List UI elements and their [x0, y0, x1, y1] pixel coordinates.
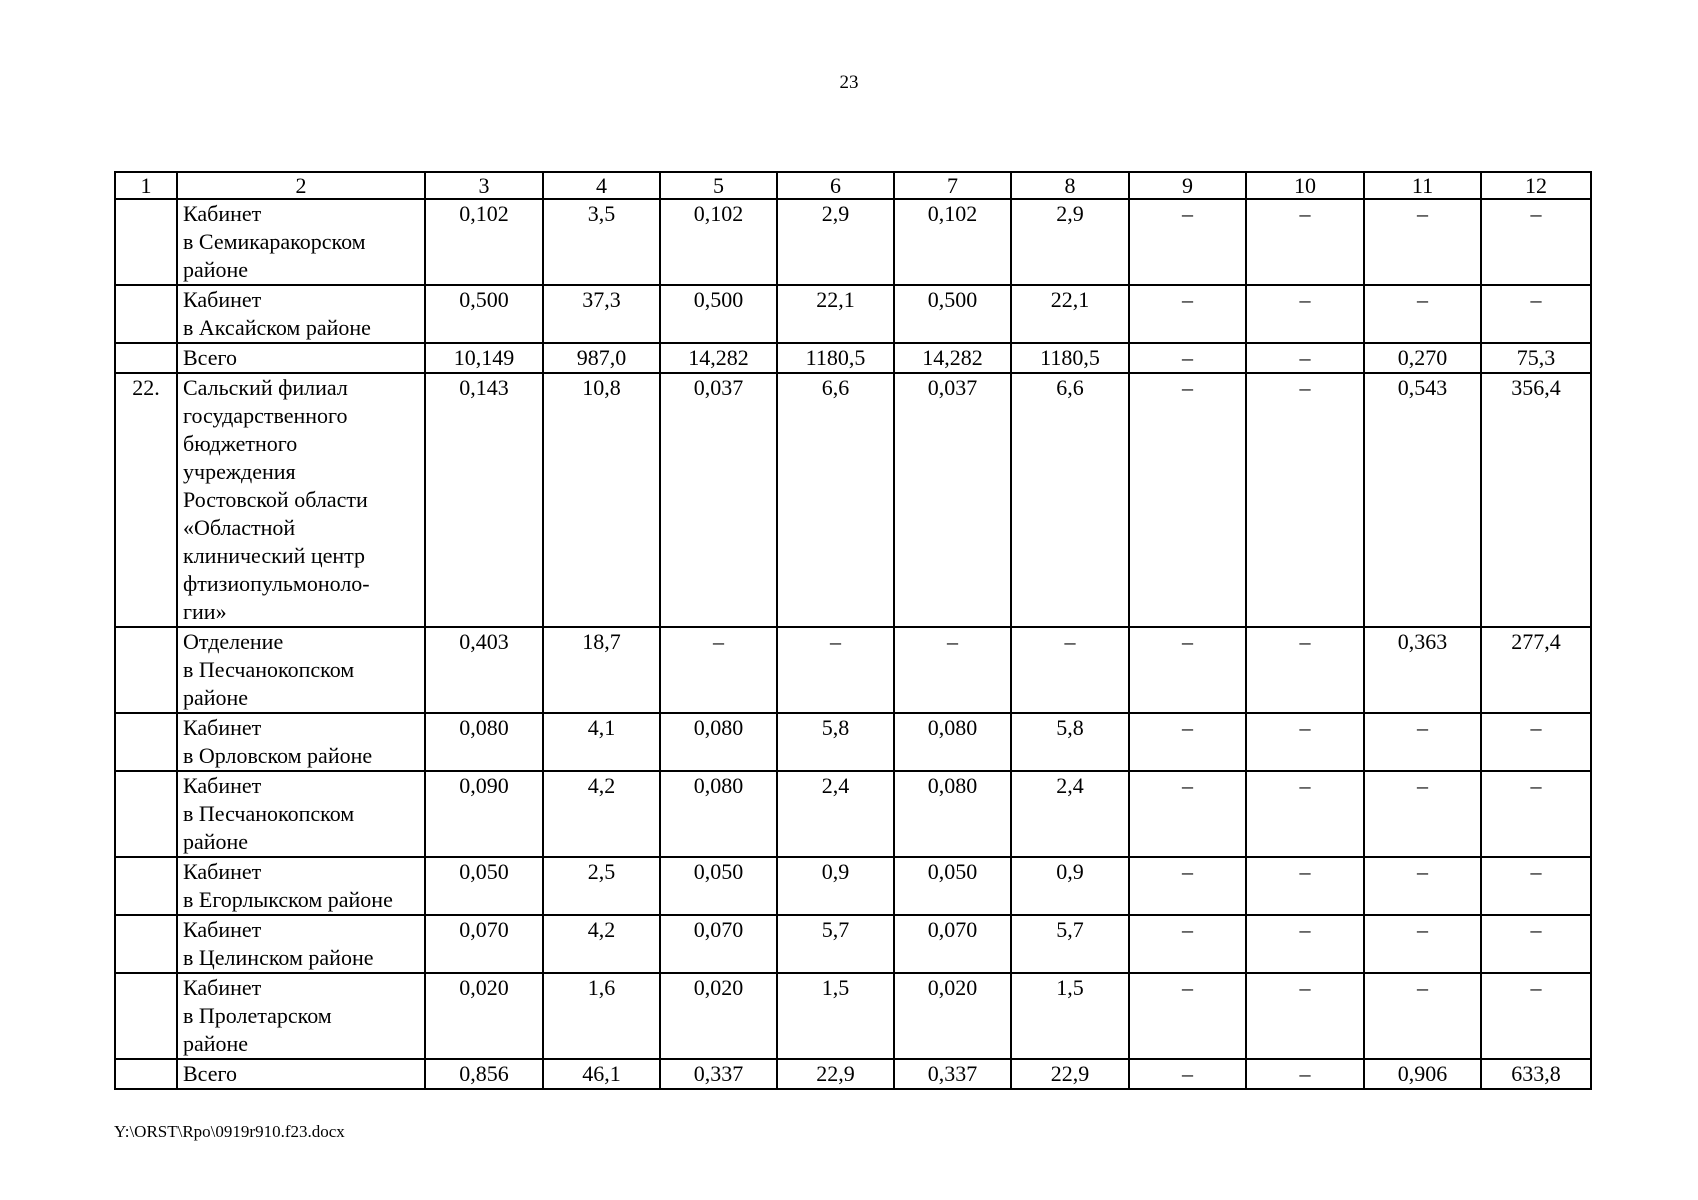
value-cell-col-4: 37,3 — [543, 285, 660, 343]
value-cell-col-9: – — [1129, 771, 1246, 857]
footer-file-path: Y:\ORST\Rpo\0919r910.f23.docx — [114, 1122, 345, 1141]
value-cell-col-9: – — [1129, 373, 1246, 627]
value-cell-col-12: – — [1481, 771, 1591, 857]
row-name-cell — [177, 343, 425, 373]
column-number-header: 5 — [660, 172, 777, 199]
value-cell-col-9: – — [1129, 627, 1246, 713]
row-number-cell — [115, 627, 177, 713]
row-number-cell — [115, 199, 177, 285]
value-cell-col-8: 22,9 — [1011, 1059, 1129, 1089]
value-cell-col-11: – — [1364, 713, 1481, 771]
row-name-line: «Областной — [183, 515, 296, 540]
row-name-line: в Песчанокопском — [183, 657, 355, 682]
value-cell-col-3: 0,090 — [425, 771, 543, 857]
value-cell-col-6: – — [777, 627, 894, 713]
value-cell-col-5: 0,080 — [660, 771, 777, 857]
value-cell-col-10: – — [1246, 343, 1364, 373]
table-body — [115, 172, 1591, 1089]
row-name-line: в Пролетарском — [183, 1003, 332, 1028]
column-number-header: 11 — [1364, 172, 1481, 199]
row-name-line: учреждения — [183, 459, 296, 484]
value-cell-col-8: 6,6 — [1011, 373, 1129, 627]
value-cell-col-5: 0,080 — [660, 713, 777, 771]
row-name-line: Кабинет — [183, 773, 262, 798]
value-cell-col-3: 0,102 — [425, 199, 543, 285]
value-cell-col-10: – — [1246, 373, 1364, 627]
row-name-cell — [177, 373, 425, 627]
value-cell-col-8: 5,8 — [1011, 713, 1129, 771]
table-row — [115, 973, 1591, 1059]
column-number-header: 9 — [1129, 172, 1246, 199]
value-cell-col-7: 0,070 — [894, 915, 1011, 973]
value-cell-col-3: 0,050 — [425, 857, 543, 915]
row-name-line: гии» — [183, 599, 227, 624]
column-number-header: 3 — [425, 172, 543, 199]
value-cell-col-9: – — [1129, 1059, 1246, 1089]
row-name-cell — [177, 1059, 425, 1089]
value-cell-col-3: 0,500 — [425, 285, 543, 343]
table-row — [115, 915, 1591, 973]
row-name-line: Кабинет — [183, 975, 262, 1000]
row-name-line: фтизиопульмоноло- — [183, 571, 370, 596]
value-cell-col-4: 46,1 — [543, 1059, 660, 1089]
row-name-line: Кабинет — [183, 287, 262, 312]
value-cell-col-4: 4,2 — [543, 771, 660, 857]
value-cell-col-6: 6,6 — [777, 373, 894, 627]
value-cell-col-9: – — [1129, 915, 1246, 973]
value-cell-col-5: 0,337 — [660, 1059, 777, 1089]
row-name-line: в Аксайском районе — [183, 315, 371, 340]
value-cell-col-8: 2,9 — [1011, 199, 1129, 285]
value-cell-col-9: – — [1129, 713, 1246, 771]
table-row — [115, 285, 1591, 343]
row-number-cell — [115, 857, 177, 915]
table-row — [115, 373, 1591, 627]
page-number: 23 — [839, 72, 859, 93]
value-cell-col-7: 14,282 — [894, 343, 1011, 373]
value-cell-col-3: 0,070 — [425, 915, 543, 973]
value-cell-col-12: – — [1481, 973, 1591, 1059]
row-number-cell — [115, 1059, 177, 1089]
value-cell-col-10: – — [1246, 285, 1364, 343]
row-name-line: Сальский филиал — [183, 375, 348, 400]
value-cell-col-7: 0,080 — [894, 713, 1011, 771]
value-cell-col-3: 0,403 — [425, 627, 543, 713]
value-cell-col-4: 18,7 — [543, 627, 660, 713]
value-cell-col-7: 0,337 — [894, 1059, 1011, 1089]
value-cell-col-10: – — [1246, 1059, 1364, 1089]
value-cell-col-3: 0,856 — [425, 1059, 543, 1089]
row-name-line: в Семикаракорском — [183, 229, 366, 254]
row-name-line: в Орловском районе — [183, 743, 373, 768]
row-number-cell — [115, 915, 177, 973]
row-number-cell — [115, 973, 177, 1059]
column-number-header: 12 — [1481, 172, 1591, 199]
column-number-header: 6 — [777, 172, 894, 199]
table-row — [115, 627, 1591, 713]
value-cell-col-3: 0,143 — [425, 373, 543, 627]
value-cell-col-4: 3,5 — [543, 199, 660, 285]
row-name-line: Кабинет — [183, 859, 262, 884]
row-name-cell — [177, 973, 425, 1059]
value-cell-col-11: 0,363 — [1364, 627, 1481, 713]
value-cell-col-11: – — [1364, 771, 1481, 857]
row-number-cell: 22. — [115, 373, 177, 627]
row-name-line: Ростовской области — [183, 487, 368, 512]
value-cell-col-8: 5,7 — [1011, 915, 1129, 973]
value-cell-col-5: 0,500 — [660, 285, 777, 343]
column-number-header: 8 — [1011, 172, 1129, 199]
value-cell-col-11: – — [1364, 857, 1481, 915]
row-name-cell — [177, 771, 425, 857]
value-cell-col-6: 0,9 — [777, 857, 894, 915]
value-cell-col-8: 1180,5 — [1011, 343, 1129, 373]
table-row — [115, 857, 1591, 915]
row-name-line: клинический центр — [183, 543, 366, 568]
value-cell-col-10: – — [1246, 857, 1364, 915]
value-cell-col-11: 0,906 — [1364, 1059, 1481, 1089]
value-cell-col-5: 0,070 — [660, 915, 777, 973]
value-cell-col-7: 0,080 — [894, 771, 1011, 857]
row-name-line: районе — [183, 1031, 249, 1056]
value-cell-col-7: 0,050 — [894, 857, 1011, 915]
value-cell-col-10: – — [1246, 713, 1364, 771]
value-cell-col-7: 0,020 — [894, 973, 1011, 1059]
value-cell-col-8: 22,1 — [1011, 285, 1129, 343]
row-name-cell — [177, 857, 425, 915]
value-cell-col-12: – — [1481, 857, 1591, 915]
value-cell-col-8: 0,9 — [1011, 857, 1129, 915]
row-name-line: в Целинском районе — [183, 945, 374, 970]
row-name-cell — [177, 915, 425, 973]
value-cell-col-9: – — [1129, 973, 1246, 1059]
value-cell-col-10: – — [1246, 627, 1364, 713]
column-number-header: 2 — [177, 172, 425, 199]
row-name-line: районе — [183, 257, 249, 282]
value-cell-col-4: 4,2 — [543, 915, 660, 973]
table-row — [115, 713, 1591, 771]
row-name-line: районе — [183, 685, 249, 710]
value-cell-col-12: 356,4 — [1481, 373, 1591, 627]
value-cell-col-11: – — [1364, 199, 1481, 285]
value-cell-col-9: – — [1129, 343, 1246, 373]
value-cell-col-6: 1,5 — [777, 973, 894, 1059]
value-cell-col-6: 22,9 — [777, 1059, 894, 1089]
value-cell-col-12: – — [1481, 285, 1591, 343]
value-cell-col-9: – — [1129, 285, 1246, 343]
column-number-header: 7 — [894, 172, 1011, 199]
row-name-line: государственного — [183, 403, 348, 428]
value-cell-col-6: 5,8 — [777, 713, 894, 771]
value-cell-col-12: – — [1481, 199, 1591, 285]
table-row — [115, 1059, 1591, 1089]
value-cell-col-4: 4,1 — [543, 713, 660, 771]
value-cell-col-12: – — [1481, 713, 1591, 771]
row-name-line: бюджетного — [183, 431, 298, 456]
value-cell-col-7: 0,500 — [894, 285, 1011, 343]
table-header-row — [115, 172, 1591, 199]
row-name-cell — [177, 199, 425, 285]
value-cell-col-9: – — [1129, 199, 1246, 285]
row-name-line: Кабинет — [183, 201, 262, 226]
row-name-cell — [177, 713, 425, 771]
row-name-line: в Песчанокопском — [183, 801, 355, 826]
value-cell-col-6: 2,9 — [777, 199, 894, 285]
value-cell-col-10: – — [1246, 973, 1364, 1059]
value-cell-col-10: – — [1246, 915, 1364, 973]
column-number-header: 4 — [543, 172, 660, 199]
value-cell-col-3: 0,020 — [425, 973, 543, 1059]
value-cell-col-6: 2,4 — [777, 771, 894, 857]
value-cell-col-6: 5,7 — [777, 915, 894, 973]
value-cell-col-12: – — [1481, 915, 1591, 973]
row-name-cell — [177, 285, 425, 343]
value-cell-col-8: 1,5 — [1011, 973, 1129, 1059]
value-cell-col-8: 2,4 — [1011, 771, 1129, 857]
row-number-cell — [115, 713, 177, 771]
row-number-cell — [115, 285, 177, 343]
value-cell-col-6: 22,1 — [777, 285, 894, 343]
value-cell-col-5: 0,020 — [660, 973, 777, 1059]
value-cell-col-11: 0,270 — [1364, 343, 1481, 373]
column-number-header: 1 — [115, 172, 177, 199]
value-cell-col-7: 0,102 — [894, 199, 1011, 285]
row-name-line: в Егорлыкском районе — [183, 887, 393, 912]
value-cell-col-4: 1,6 — [543, 973, 660, 1059]
table-row — [115, 199, 1591, 285]
row-number-cell — [115, 771, 177, 857]
value-cell-col-5: 14,282 — [660, 343, 777, 373]
value-cell-col-4: 2,5 — [543, 857, 660, 915]
row-name-cell — [177, 627, 425, 713]
row-name-line: Кабинет — [183, 715, 262, 740]
row-name-line: районе — [183, 829, 249, 854]
value-cell-col-11: – — [1364, 285, 1481, 343]
value-cell-col-9: – — [1129, 857, 1246, 915]
value-cell-col-3: 0,080 — [425, 713, 543, 771]
data-table — [114, 171, 1592, 1090]
value-cell-col-3: 10,149 — [425, 343, 543, 373]
value-cell-col-11: – — [1364, 915, 1481, 973]
value-cell-col-8: – — [1011, 627, 1129, 713]
value-cell-col-7: – — [894, 627, 1011, 713]
table-row — [115, 343, 1591, 373]
value-cell-col-12: 277,4 — [1481, 627, 1591, 713]
value-cell-col-5: 0,037 — [660, 373, 777, 627]
value-cell-col-12: 75,3 — [1481, 343, 1591, 373]
value-cell-col-4: 10,8 — [543, 373, 660, 627]
value-cell-col-10: – — [1246, 199, 1364, 285]
value-cell-col-5: 0,050 — [660, 857, 777, 915]
column-number-header: 10 — [1246, 172, 1364, 199]
value-cell-col-5: 0,102 — [660, 199, 777, 285]
table-row — [115, 771, 1591, 857]
row-number-cell — [115, 343, 177, 373]
row-name-line: Всего — [183, 1061, 237, 1086]
value-cell-col-11: – — [1364, 973, 1481, 1059]
value-cell-col-6: 1180,5 — [777, 343, 894, 373]
row-name-line: Кабинет — [183, 917, 262, 942]
row-name-line: Отделение — [183, 629, 284, 654]
value-cell-col-11: 0,543 — [1364, 373, 1481, 627]
value-cell-col-10: – — [1246, 771, 1364, 857]
value-cell-col-12: 633,8 — [1481, 1059, 1591, 1089]
value-cell-col-7: 0,037 — [894, 373, 1011, 627]
row-name-line: Всего — [183, 345, 237, 370]
value-cell-col-4: 987,0 — [543, 343, 660, 373]
value-cell-col-5: – — [660, 627, 777, 713]
